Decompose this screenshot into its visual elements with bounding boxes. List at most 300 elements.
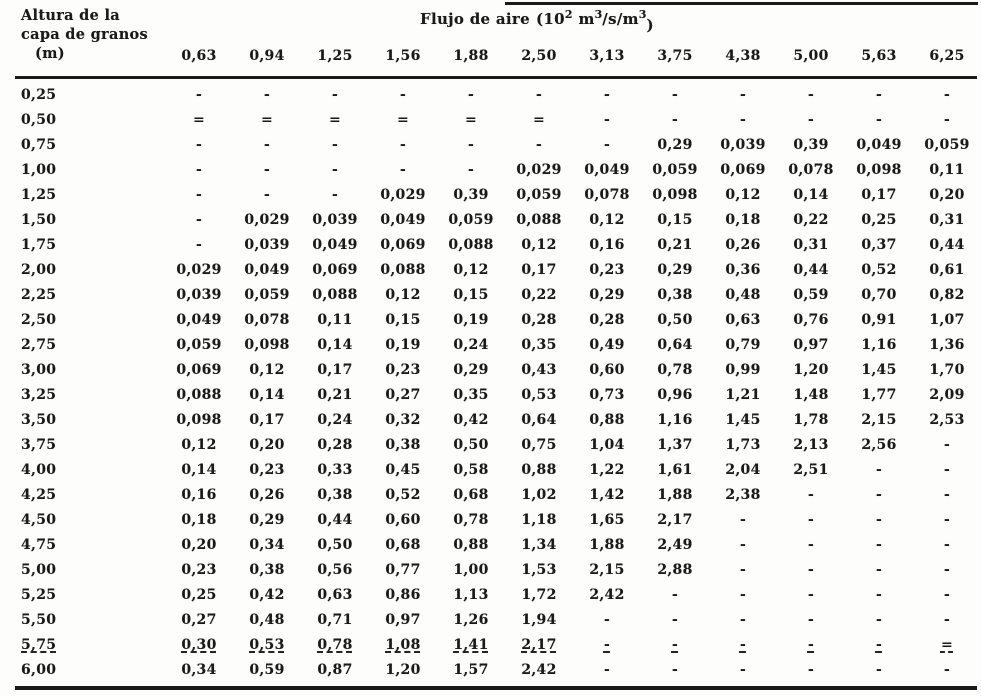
cell: 0,77 [385, 561, 421, 578]
table-row [0, 332, 981, 357]
table-row [0, 532, 981, 557]
row-label: 2,50 [21, 311, 57, 328]
cell: 0,48 [249, 611, 285, 628]
cell: 0,52 [385, 486, 421, 503]
cell: 0,45 [385, 461, 421, 478]
cell: 0,17 [861, 186, 897, 203]
row-header-title [21, 6, 148, 63]
cell: 0,22 [521, 286, 557, 303]
cell: 2,04 [725, 461, 761, 478]
cell: 0,16 [181, 486, 217, 503]
cell: - [195, 236, 203, 253]
cell: 0,049 [244, 261, 290, 278]
cell: 0,35 [521, 336, 557, 353]
cell: 0,29 [589, 286, 625, 303]
cell: - [671, 636, 679, 653]
row-label: 2,25 [21, 286, 57, 303]
row-label: 5,25 [21, 586, 57, 603]
cell: 0,14 [317, 336, 353, 353]
cell: 0,059 [652, 161, 698, 178]
cell: 0,36 [725, 261, 761, 278]
cell: 0,069 [176, 361, 222, 378]
cell: 0,12 [181, 436, 217, 453]
cell: 0,20 [181, 536, 217, 553]
cell: - [807, 611, 815, 628]
cell: 0,088 [176, 386, 222, 403]
cell: 0,76 [793, 311, 829, 328]
cell: 0,28 [589, 311, 625, 328]
column-header: 2,50 [521, 48, 557, 64]
cell: - [399, 136, 407, 153]
cell: 0,20 [249, 436, 285, 453]
cell: 0,039 [176, 286, 222, 303]
cell: - [739, 511, 747, 528]
cell: 0,23 [589, 261, 625, 278]
cell: - [807, 486, 815, 503]
cell: 1,73 [725, 436, 761, 453]
cell: 0,29 [249, 511, 285, 528]
column-header: 0,63 [181, 48, 217, 64]
cell: 0,059 [448, 211, 494, 228]
cell: 0,52 [861, 261, 897, 278]
cell: 0,78 [657, 361, 693, 378]
bottom-rule [15, 686, 977, 690]
cell: 0,88 [453, 536, 489, 553]
cell: 0,73 [589, 386, 625, 403]
cell: 0,60 [589, 361, 625, 378]
row-label: 4,25 [21, 486, 57, 503]
cell: 1,22 [589, 461, 625, 478]
cell: - [603, 136, 611, 153]
cell: 1,88 [589, 536, 625, 553]
cell: 2,15 [861, 411, 897, 428]
cell: 2,53 [929, 411, 965, 428]
cell: 0,19 [385, 336, 421, 353]
cell: - [739, 561, 747, 578]
cell: 2,51 [793, 461, 829, 478]
cell: 1,53 [521, 561, 557, 578]
cell: 0,059 [244, 286, 290, 303]
cell: 0,82 [929, 286, 965, 303]
cell: 0,059 [924, 136, 970, 153]
cell: 0,99 [725, 361, 761, 378]
cell: 0,26 [725, 236, 761, 253]
cell: 1,41 [453, 636, 489, 653]
column-header: 5,00 [793, 48, 829, 64]
cell: 2,17 [657, 511, 693, 528]
cell: 0,91 [861, 311, 897, 328]
cell: - [875, 86, 883, 103]
table-row [0, 582, 981, 607]
cell: 0,088 [380, 261, 426, 278]
row-label: 1,00 [21, 161, 57, 178]
row-label: 3,75 [21, 436, 57, 453]
cell: = [328, 111, 342, 128]
cell: 1,02 [521, 486, 557, 503]
cell: 0,43 [521, 361, 557, 378]
row-header-line1: Altura de la [21, 7, 120, 24]
cell: = [532, 111, 546, 128]
cell: 0,17 [249, 411, 285, 428]
cell: 1,16 [657, 411, 693, 428]
cell: 0,59 [249, 661, 285, 678]
cell: - [875, 536, 883, 553]
cell: 0,27 [385, 386, 421, 403]
cell: 0,12 [589, 211, 625, 228]
table-row [0, 232, 981, 257]
cell: = [940, 636, 954, 653]
column-header: 1,88 [453, 48, 489, 64]
cell: 0,21 [657, 236, 693, 253]
row-header-unit: (m) [35, 45, 65, 62]
cell: 0,25 [861, 211, 897, 228]
cell: 0,14 [249, 386, 285, 403]
cell: 0,49 [589, 336, 625, 353]
cell: 0,059 [176, 336, 222, 353]
cell: - [943, 586, 951, 603]
row-label: 4,00 [21, 461, 57, 478]
cell: 0,20 [929, 186, 965, 203]
cell: - [943, 561, 951, 578]
table-row [0, 607, 981, 632]
header-rule [15, 76, 977, 79]
cell: 1,45 [725, 411, 761, 428]
cell: 0,68 [453, 486, 489, 503]
cell: - [943, 111, 951, 128]
cell: 0,049 [584, 161, 630, 178]
cell: 0,23 [385, 361, 421, 378]
cell: - [603, 661, 611, 678]
table-row [0, 107, 981, 132]
cell: 0,14 [793, 186, 829, 203]
cell: 1,70 [929, 361, 965, 378]
table-row [0, 282, 981, 307]
cell: 0,15 [453, 286, 489, 303]
cell: 0,75 [521, 436, 557, 453]
cell: - [807, 661, 815, 678]
cell: - [263, 136, 271, 153]
cell: 0,68 [385, 536, 421, 553]
table-row [0, 357, 981, 382]
cell: - [331, 86, 339, 103]
cell: 0,14 [181, 461, 217, 478]
row-label: 2,00 [21, 261, 57, 278]
column-header: 3,75 [657, 48, 693, 64]
cell: - [535, 136, 543, 153]
cell: 0,31 [929, 211, 965, 228]
cell: - [263, 86, 271, 103]
cell: 2,38 [725, 486, 761, 503]
cell: 0,17 [521, 261, 557, 278]
cell: 1,37 [657, 436, 693, 453]
cell: 0,22 [793, 211, 829, 228]
row-label: 4,50 [21, 511, 57, 528]
cell: 0,44 [793, 261, 829, 278]
cell: 1,07 [929, 311, 965, 328]
cell: - [739, 536, 747, 553]
table-row [0, 307, 981, 332]
cell: - [943, 611, 951, 628]
cell: 0,069 [720, 161, 766, 178]
cell: - [875, 636, 883, 653]
cell: 2,15 [589, 561, 625, 578]
row-label: 1,75 [21, 236, 57, 253]
cell: 0,26 [249, 486, 285, 503]
cell: 0,24 [317, 411, 353, 428]
row-label: 3,00 [21, 361, 57, 378]
cell: 1,04 [589, 436, 625, 453]
cell: 0,78 [317, 636, 353, 653]
cell: - [195, 211, 203, 228]
cell: - [671, 111, 679, 128]
cell: 0,61 [929, 261, 965, 278]
cell: 1,08 [385, 636, 421, 653]
table-row [0, 557, 981, 582]
cell: 2,42 [521, 661, 557, 678]
cell: - [807, 111, 815, 128]
cell: 0,049 [312, 236, 358, 253]
cell: 0,88 [589, 411, 625, 428]
cell: 0,33 [317, 461, 353, 478]
cell: 0,42 [249, 586, 285, 603]
column-header: 4,38 [725, 48, 761, 64]
cell: 0,50 [657, 311, 693, 328]
cell: - [739, 636, 747, 653]
cell: 0,39 [453, 186, 489, 203]
cell: 0,58 [453, 461, 489, 478]
cell: 0,039 [312, 211, 358, 228]
cell: 0,098 [244, 336, 290, 353]
cell: - [943, 86, 951, 103]
cell: 0,17 [317, 361, 353, 378]
cell: 0,50 [317, 536, 353, 553]
cell: 0,70 [861, 286, 897, 303]
cell: 0,71 [317, 611, 353, 628]
cell: 0,27 [181, 611, 217, 628]
table-row [0, 432, 981, 457]
cell: - [331, 186, 339, 203]
cell: 0,29 [453, 361, 489, 378]
cell: 0,039 [720, 136, 766, 153]
table-row [0, 257, 981, 282]
cell: 1,65 [589, 511, 625, 528]
cell: 0,59 [793, 286, 829, 303]
cell: - [875, 511, 883, 528]
cell: 0,34 [249, 536, 285, 553]
cell: - [195, 136, 203, 153]
cell: - [739, 586, 747, 603]
cell: 0,078 [584, 186, 630, 203]
cell: 2,17 [521, 636, 557, 653]
cell: = [464, 111, 478, 128]
cell: 0,63 [317, 586, 353, 603]
table-row [0, 382, 981, 407]
cell: 2,09 [929, 386, 965, 403]
cell: - [195, 186, 203, 203]
row-label: 1,50 [21, 211, 57, 228]
cell: - [807, 536, 815, 553]
cell: 0,44 [317, 511, 353, 528]
cell: 0,96 [657, 386, 693, 403]
row-label: 4,75 [21, 536, 57, 553]
cell: 0,29 [657, 261, 693, 278]
cell: 0,19 [453, 311, 489, 328]
cell: - [399, 161, 407, 178]
cell: 0,088 [516, 211, 562, 228]
cell: - [875, 561, 883, 578]
cell: 2,42 [589, 586, 625, 603]
cell: 2,88 [657, 561, 693, 578]
cell: 1,94 [521, 611, 557, 628]
cell: 0,97 [793, 336, 829, 353]
flow-unit: ($10^2$ $m^3/s/m^3$) [535, 8, 654, 34]
cell: 0,12 [249, 361, 285, 378]
cell: 0,049 [380, 211, 426, 228]
row-label: 6,00 [21, 661, 57, 678]
cell: 0,78 [453, 511, 489, 528]
row-label: 5,00 [21, 561, 57, 578]
cell: - [535, 86, 543, 103]
cell: 0,38 [249, 561, 285, 578]
cell: 0,12 [453, 261, 489, 278]
cell: - [943, 461, 951, 478]
column-group-title [420, 8, 654, 34]
cell: - [195, 161, 203, 178]
cell: - [875, 461, 883, 478]
cell: - [671, 86, 679, 103]
cell: - [875, 486, 883, 503]
cell: 0,42 [453, 411, 489, 428]
cell: 0,28 [521, 311, 557, 328]
table-row [0, 157, 981, 182]
table-row [0, 457, 981, 482]
cell: 0,098 [856, 161, 902, 178]
cell: 0,18 [181, 511, 217, 528]
cell: - [875, 611, 883, 628]
cell: 0,23 [249, 461, 285, 478]
cell: 0,21 [317, 386, 353, 403]
cell: 0,059 [516, 186, 562, 203]
cell: 1,88 [657, 486, 693, 503]
table-row [0, 82, 981, 107]
column-header-row [165, 48, 981, 72]
cell: 0,97 [385, 611, 421, 628]
cell: - [807, 86, 815, 103]
cell: 0,039 [244, 236, 290, 253]
cell: 1,78 [793, 411, 829, 428]
cell: 1,18 [521, 511, 557, 528]
cell: 0,60 [385, 511, 421, 528]
cell: - [195, 86, 203, 103]
cell: - [875, 661, 883, 678]
cell: - [671, 586, 679, 603]
cell: 1,16 [861, 336, 897, 353]
cell: 1,26 [453, 611, 489, 628]
cell: - [467, 161, 475, 178]
table-row [0, 482, 981, 507]
cell: - [739, 661, 747, 678]
row-label: 1,25 [21, 186, 57, 203]
cell: 0,88 [521, 461, 557, 478]
cell: 0,87 [317, 661, 353, 678]
cell: 0,86 [385, 586, 421, 603]
table-row [0, 182, 981, 207]
row-label: 5,75 [21, 636, 57, 653]
cell: 1,00 [453, 561, 489, 578]
cell: - [671, 661, 679, 678]
row-label: 5,50 [21, 611, 57, 628]
cell: - [603, 611, 611, 628]
cell: 0,078 [244, 311, 290, 328]
cell: - [943, 486, 951, 503]
column-header: 1,25 [317, 48, 353, 64]
cell: 0,38 [657, 286, 693, 303]
cell: - [603, 86, 611, 103]
data-table [0, 82, 981, 682]
cell: 0,049 [856, 136, 902, 153]
cell: 1,36 [929, 336, 965, 353]
cell: 0,12 [725, 186, 761, 203]
cell: 0,23 [181, 561, 217, 578]
cell: - [807, 636, 815, 653]
column-header: 1,56 [385, 48, 421, 64]
cell: - [807, 511, 815, 528]
cell: = [260, 111, 274, 128]
cell: 0,35 [453, 386, 489, 403]
cell: 0,12 [385, 286, 421, 303]
cell: 0,64 [657, 336, 693, 353]
cell: 1,13 [453, 586, 489, 603]
cell: 1,61 [657, 461, 693, 478]
table-row [0, 132, 981, 157]
row-label: 3,25 [21, 386, 57, 403]
cell: 0,11 [929, 161, 965, 178]
cell: 0,15 [657, 211, 693, 228]
cell: - [807, 561, 815, 578]
table-row [0, 657, 981, 682]
table-row [0, 407, 981, 432]
cell: 0,098 [176, 411, 222, 428]
cell: 0,25 [181, 586, 217, 603]
cell: 0,32 [385, 411, 421, 428]
cell: 0,56 [317, 561, 353, 578]
column-header: 0,94 [249, 48, 285, 64]
cell: 0,38 [317, 486, 353, 503]
cell: 0,44 [929, 236, 965, 253]
cell: 0,31 [793, 236, 829, 253]
cell: 0,30 [181, 636, 217, 653]
cell: 0,078 [788, 161, 834, 178]
cell: = [396, 111, 410, 128]
cell: 1,77 [861, 386, 897, 403]
cell: - [943, 511, 951, 528]
cell: 0,29 [657, 136, 693, 153]
cell: - [331, 136, 339, 153]
cell: = [192, 111, 206, 128]
cell: 0,53 [249, 636, 285, 653]
cell: 0,38 [385, 436, 421, 453]
cell: - [467, 86, 475, 103]
cell: 1,57 [453, 661, 489, 678]
cell: 0,53 [521, 386, 557, 403]
cell: 0,37 [861, 236, 897, 253]
cell: - [603, 636, 611, 653]
cell: - [739, 611, 747, 628]
cell: 0,029 [244, 211, 290, 228]
cell: 1,20 [793, 361, 829, 378]
cell: 0,24 [453, 336, 489, 353]
cell: - [263, 186, 271, 203]
